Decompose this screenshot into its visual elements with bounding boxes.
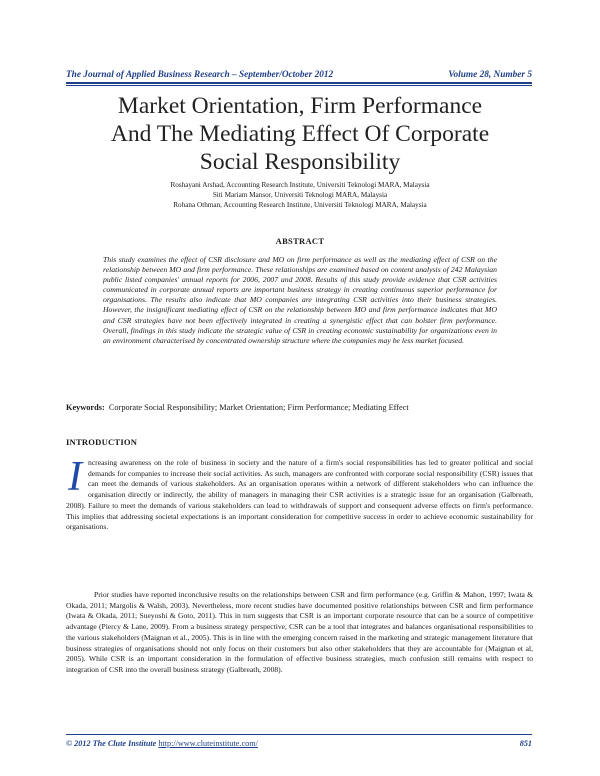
paper-title (60, 92, 540, 176)
copyright-text: © 2012 The Clute Institute (66, 739, 157, 748)
journal-name: The Journal of Applied Business Research – September/October 2012 (66, 70, 334, 80)
keywords (66, 403, 532, 412)
header-rule (66, 82, 532, 84)
title-line-1: Market Orientation, Firm Performance (117, 93, 483, 119)
page-number: 851 (519, 739, 532, 748)
publisher-link[interactable]: http://www.cluteinstitute.com/ (158, 739, 258, 748)
page-footer (66, 739, 532, 748)
header-rule-thin (66, 85, 532, 86)
author-list (80, 180, 520, 210)
paragraph-1-text: ncreasing awareness on the role of business in society and the nature of a firm's social responsibilities has led to greater political and social demands for companies to increase their social activities. As such, managers are confronted with corporate social responsibility (CSR) issues that can meet the demands of various stakeholders. As an organisation operates within a network of different stakeholders who can influence the organisation directly or indirectly, the ability of managers in managing their CSR activities is a strategic issue for an organisation (Galbreath, 2008). Failure to meet the demands of various stakeholders can lead to withdrawals of support and consequent adverse effects on firm's performance. This implies that addressing societal expectations is an important consideration for competitive success in order to achieve economic sustainability for organisations. (66, 458, 533, 532)
title-line-2: And The Mediating Effect Of Corporate (110, 121, 490, 147)
volume-number: Volume 28, Number 5 (448, 70, 532, 80)
author-1: Roshayani Arshad, Accounting Research Institute, Universiti Teknologi MARA, Malaysia (170, 181, 430, 189)
keywords-text: Corporate Social Responsibility; Market Orientation; Firm Performance; Mediating Effect (108, 403, 409, 412)
running-header (66, 70, 532, 80)
introduction-paragraph-2: Prior studies have reported inconclusive results on the relationships between CSR and firm performance (e.g. Griffin & Mahon, 1997; Iwata & Okada, 2011; Margolis & Walsh, 2003). Nevertheless, more recent studies have documented positive relationships between CSR and firm performance (Iwata & Okada, 2011; Sueyoshi & Goto, 2011). This in turn suggests that CSR is an important corporate resource that can be a source of competitive advantage (Piercy & Lane, 2009). From a business strategy perspective, CSR can be a tool that integrates and balances organisational responsibilities to the various stakeholders (Maignan et al., 2005). This is in line with the emerging concern raised in the marketing and strategic management literature that business strategies of organisations should not only focus on their customers but also other stakeholders that they are accountable for (Maignan et al, 2005). While CSR is an important consideration in the formulation of effective business strategies, much confusion still remains with respect to integration of CSR into the overall business strategy (Galbreath, 2008). (66, 590, 533, 674)
title-line-3: Social Responsibility (199, 149, 401, 175)
footer-left (66, 739, 258, 748)
section-heading-introduction: INTRODUCTION (66, 437, 138, 447)
drop-cap: I (68, 454, 82, 500)
abstract-text: This study examines the effect of CSR disclosure and MO on firm performance as well as the mediating effect of CSR on the relationship between MO and firm performance. These relationships are examined based on content analysis of 242 Malaysian public listed companies' annual reports for 2006, 2007 and 2008. Results of this study provide evidence that CSR activities communicated in corporate annual reports are important business strategy in creating continuous superior performance for organisations. The results also indicate that MO companies are integrating CSR activities into their business strategies. However, the insignificant mediating effect of CSR on the relationship between MO and firm performance indicates that MO and CSR strategies have not been effectively integrated in creating a synergistic effect that can bolster firm performance. Overall, findings in this study indicate the strategic value of CSR in creating economic sustainability for organizations even in an environment characterised by concentrated ownership structure where the companies may be less market focused. (103, 255, 497, 345)
keywords-label: Keywords: (66, 403, 105, 412)
footer-rule (66, 734, 532, 735)
author-3: Rohana Othman, Accounting Research Institute, Universiti Teknologi MARA, Malaysia (173, 201, 427, 209)
abstract-heading: ABSTRACT (275, 236, 325, 246)
introduction-paragraph-1 (66, 454, 533, 533)
author-2: Siti Mariam Mansor, Universiti Teknologi MARA, Malaysia (212, 191, 388, 199)
